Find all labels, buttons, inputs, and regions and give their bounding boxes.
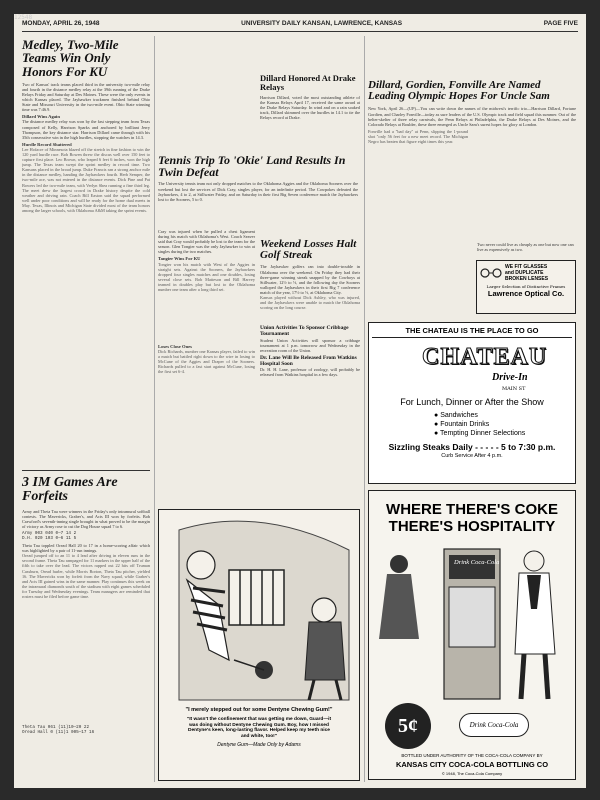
cribbage-body: Student Union Activities will sponsor a cribbage tournament at 1 p.m. tomorrow and Wednesday in the recreation room of the Union. bbox=[260, 337, 360, 353]
chateau-special: Sizzling Steaks Daily bbox=[388, 442, 473, 452]
optical-line-1: WE FIT GLASSES bbox=[505, 264, 548, 270]
golf-body: The Jayhawker golfers ran into double-trouble in Oklahoma over the weekend. On Friday they had their three-game winning streak snapped by the Cowboys at Stillwater, 12½ to ½, and the following day the Sooners walloped the Jayhawkers in their first Big 7 conference match of the year, 17½ to ½, at Oklahoma City. bbox=[260, 264, 360, 295]
cartoon-quote: "It wasn't the confinement that was getting me down, Guard—it was doing without Dentyne Chewing Gum. Boy, how I missed Dentyne's keen, long-lasting flavor. Helped keep my teeth nice and white, too!" bbox=[186, 717, 332, 739]
chateau-address: MAIN ST bbox=[502, 386, 526, 392]
chateau-tagline: For Lunch, Dinner or After the Show bbox=[400, 397, 544, 407]
games-tail: Theta Tau toppled Oread Hall 20 to 17 in a home-scoring affair which was highlighted by a pair of 11-run innings. bbox=[22, 543, 150, 554]
coke-copyright: © 1948, The Coca-Cola Company bbox=[441, 771, 503, 776]
coke-logo-badge: Drink Coca-Cola bbox=[459, 713, 529, 737]
optical-name: Lawrence Optical Co. bbox=[487, 289, 565, 298]
games-box-4: Oread Hall 0 (11)1 005—17 16 bbox=[22, 730, 95, 736]
jail-cartoon-illustration bbox=[159, 510, 359, 705]
leaders-headline: Dillard, Gordien, Fonville Are Named Leading Olympic Hopes For Uncle Sam bbox=[368, 79, 550, 103]
masthead-page: PAGE FIVE bbox=[543, 20, 578, 27]
games-box-1: Army 003 040 0—7 14 2 bbox=[22, 530, 77, 536]
cribbage-headline: Union Activities To Sponsor Cribbage Tournament bbox=[260, 325, 349, 337]
coke-headline-1: WHERE THERE'S COKE bbox=[386, 501, 558, 518]
dillard-headline: Dillard Honored At Drake Relays bbox=[260, 73, 356, 92]
medley-article: Medley, Two-Mile Teams Win Only Honors For KU Two of Kansas' track teams placed third in the university two-mile relay and fourth in the distance medley relay at the 39th running of the Drake Relays Friday and Saturday at Des Moines. These were the only events in which Kansas placed. The Jayhawker trackmen finished behind Ohio State and Missouri University in the two-mile event. Ohio State winning time was 7:46.9. Dillard Wins Again The distance medley relay was won by the fast stepping team from Texas composed of Kelly, Harrison Sparks and anchored by brilliant Jerry Thompson, the key distance star. Harrison Dillard came through with his 35th consecutive win in the high hurdles, stopping the watches in 14.3. Hurdle Record Shattered Lee Hofacre of Minnesota blazed off the stretch in fine fashion to win the 120 yard hurdle race. Bob Bowen threw the discus well over 150 feet to capture first place. Leo Brown, who leaped 6 feet 6 inches, won the high jump. The Texas team swept the sprint medley in record time. Two Kansans placed in the broad jump. Duke Francis ran a strong anchor mile in the distance medley, handing the Jayhawkers fourth. Herb Semper, the two-mile ace, was not entered in the distance events. Dick Pine and Pat Bowers led the two-mile team, with Verlyn Shea running a fine third leg. The meet drew the largest crowd in Drake history despite the cold weather and driving rain. Coach Bill Easton said the squad performed well under poor conditions and will be ready for the home dual meets in May. Texas, Illinois and Michigan State divided most of the team honors among the larger schools, with Oklahoma A&M taking the sprint events. bbox=[22, 37, 150, 213]
masthead bbox=[22, 20, 578, 32]
optical-line-3: BROKEN LENSES bbox=[505, 276, 549, 282]
medley-tail: The distance medley relay was won by the fast stepping team from Texas composed of Kelly, Harrison Sparks and anchored by brilliant Jerry Thompson, the key distance star. Harrison Dillard came through with his 35th consecutive win in the high hurdles, stopping the watches in 14.3. bbox=[22, 119, 150, 140]
golf-headline: Weekend Losses Halt Golf Streak bbox=[260, 238, 357, 262]
coke-price-badge bbox=[385, 703, 431, 749]
games-box-3: Theta Tau 061 (11)10—20 22 bbox=[22, 725, 90, 731]
masthead-date: MONDAY, APRIL 26, 1948 bbox=[22, 20, 100, 27]
cartoon-caption: "I merely stepped out for some Dentyne Chewing Gum!" bbox=[185, 707, 333, 713]
games-article: 3 IM Games Are Forfeits Army and Theta Tau were winners in the Friday's only intramural softball contests. The Mavericks, Graber's, and Acts III won by forfeits. Bob Crawford's seventh-inning single brought in what proved to be the margin of victory as Army rose to cut the Dog House squad 7 to 6. Army 003 040 0—7 14 2 D.H. 020 103 0—6 11 5 Theta Tau toppled Oread Hall 20 to 17 in a home-scoring affair which was highlighted by a pair of 11-run innings. Oread jumped off to an 11 to 4 lead after driving in eleven runs in the second frame. Theta Tau rampaged for 11 markers in the upper half of the fifth to take over the lead. The victors rapped out 22 hits off Truman Cassburn, Oread hurler, while Morris Borton, Theta Tau pitcher, yielded 16. The Mavericks won by forfeit from the Navy squad, while Graber's and Acts III gained wins in the same manner. Play continues this week on the intramural diamonds south of the stadium with eight games scheduled for Tuesday and Wednesday evenings. Team managers are reminded that rosters must be filed before game time. Theta Tau 061 (11)10—20 22 Oread Hall 0 (11)1 005—17 16 bbox=[22, 475, 150, 736]
dillard-body: Harrison Dillard, voted the most outstanding athlete of the Kansas Relays April 17, received the same award at the Drake Relays Saturday. In wind and on a rain soaked track, Dillard skimmed over the hurdles in 14.1 to tie the Relays record at Drake. bbox=[260, 94, 360, 121]
lawrence-optical-ad bbox=[476, 260, 576, 314]
chateau-menu-item: ● Tempting Dinner Selections bbox=[434, 430, 526, 437]
golf-article: Weekend Losses Halt Golf Streak The Jayhawker golfers ran into double-trouble in Oklahoma over the weekend. On Friday they had their three-game winning streak snapped by the Cowboys at Stillwater, 12½ to ½, and the following day the Sooners walloped the Jayhawkers in their first Big 7 conference match of the year, 17½ to ½, at Oklahoma City. Kansas played without Dick Ashley, who was injured, and the Jayhawkers were unable to match the Oklahoma scoring on the long course. Union Activities To Sponsor Cribbage Tournament Student Union Activities will sponsor a cribbage tournament at 1 p.m. tomorrow and Wednesday in the recreation room of the Union. Dr. Lane Will Be Released From Watkins Hospital Soon Dr. H. H. Lane, professor of zoology, will probably be released from Watkins hospital in a few days. bbox=[260, 238, 360, 378]
coke-bottler-1: BOTTLED UNDER AUTHORITY OF THE COCA-COLA COMPANY BY bbox=[401, 753, 543, 758]
leaders-article: Dillard, Gordien, Fonville Are Named Leading Olympic Hopes For Uncle Sam New York, April 26—(UP)—You can write down the names of the midwest's terrific trio—Harrison Dillard, Fortune Gordien, and Charley Fonville—today as sure leaders of the U.S. Olympic track and field squad this summer. Out of the helter-skelter of three relay carnivals, the Penn Relays at Philadelphia, the Drake Relays at Des Moines, and the Colorado Relays at Boulder, these three emerged as Uncle Sam's surest hopes for glory at London. Fonville had a "bad day" at Penn, slipping the 1-pound shot "only 56 feet for a new meet record. The Michigan Negro has beaten that figure eight times this year. bbox=[368, 79, 576, 144]
tennis-tail: Cray was injured when he pulled a chest ligament during his match with Oklahoma's West. Coach Seaver said that Cray would probably be lost to the team for the season. Glen Tongier was the only Jayhawker to win at singles during the two matches. bbox=[158, 229, 256, 255]
chateau-curb: Curb Service After 4 p.m. bbox=[441, 453, 503, 459]
games-body: Army and Theta Tau were winners in the Friday's only intramural softball contests. The Mavericks, Graber's, and Acts III won by forfeits. Bob Crawford's seventh-inning single brought in what proved to be the margin of victory as Army rose to cut the Dog House squad 7 to 6. bbox=[22, 508, 150, 529]
medley-lead: Two of Kansas' track teams placed third in the university two-mile relay and fourth in the distance medley relay at the 39th running of the Drake Relays Friday and Saturday at Des Moines. These were the only events in which Kansas placed. The Jayhawker trackmen finished behind Ohio State and Missouri University in the two-mile event. Ohio State winning time was 7:46.9. bbox=[22, 81, 150, 113]
chateau-menu-item: ● Fountain Drinks bbox=[434, 421, 490, 428]
coke-price: 5¢ bbox=[398, 714, 418, 737]
chateau-menu-item: ● Sandwiches bbox=[434, 412, 478, 419]
medley-subhead-1: Dillard Wins Again bbox=[22, 114, 60, 120]
coke-headline-2: THERE'S HOSPITALITY bbox=[388, 518, 556, 535]
tennis-article bbox=[158, 154, 358, 202]
games-headline: 3 IM Games Are Forfeits bbox=[22, 475, 118, 505]
frame-number: 12548 bbox=[14, 14, 33, 21]
dentyne-ad bbox=[158, 509, 360, 781]
tennis-subhead-2: Loses Close Ones bbox=[158, 343, 192, 349]
coca-cola-ad bbox=[368, 490, 576, 780]
tennis-subhead-1: Tangier Wins For KU bbox=[158, 256, 201, 262]
tennis-body: The University tennis team not only dropped matches to the Oklahoma Aggies and the Oklahoma Sooners over the weekend but lost the services of Dick Cray, singles player, for an indefinite period. The Cowpokes defeated the Jayhawkers, 4 to 2, at Stillwater Friday, and on Saturday in their first Big Seven conference match the Jayhawkers lost to the Sooners, 5 to 0. bbox=[158, 181, 358, 202]
optical-line-2: and DUPLICATE bbox=[505, 270, 544, 276]
tennis-headline: Tennis Trip To 'Okie' Land Results In Twin Defeat bbox=[158, 153, 346, 180]
games-box-2: D.H. 020 103 0—6 11 5 bbox=[22, 536, 77, 541]
medley-headline: Medley, Two-Mile Teams Win Only Honors For KU bbox=[22, 37, 119, 79]
coke-bottler-2: KANSAS CITY COCA-COLA BOTTLING CO bbox=[395, 760, 549, 769]
chateau-ad: THE CHATEAU IS THE PLACE TO GO CHATEAU Drive-In MAIN ST For Lunch, Dinner or After the Show ● Sandwiches ● Fountain Drinks ● Tempting Dinner Selections Sizzling Steaks Daily - - - - - 5 to 7:30 p.m. Curb Service After 4 p.m. bbox=[368, 322, 576, 484]
chateau-logo-sub: Drive-In bbox=[492, 372, 528, 383]
lane-body: Dr. H. H. Lane, professor of zoology, will probably be released from Watkins hospital in a few days. bbox=[260, 367, 360, 378]
masthead-paper: UNIVERSITY DAILY KANSAN, LAWRENCE, KANSAS bbox=[241, 20, 403, 27]
chateau-banner: THE CHATEAU IS THE PLACE TO GO bbox=[372, 326, 572, 338]
eyeglasses-icon bbox=[480, 268, 502, 278]
chateau-logo: CHATEAU bbox=[422, 344, 548, 370]
medley-subhead-2: Hurdle Record Shattered bbox=[22, 141, 72, 147]
cartoon-tagline: Dentyne Gum—Made Only by Adams bbox=[217, 742, 301, 749]
chateau-menu-list bbox=[372, 411, 572, 438]
leaders-body: New York, April 26—(UP)—You can write down the names of the midwest's terrific trio—Harrison Dillard, Fortune Gordien, and Charley Fonville—today as sure leaders of the U.S. Olympic track and field squad this summer. Out of the helter-skelter of three relay carnivals, the Penn Relays at Philadelphia, the Drake Relays at Des Moines, and the Colorado Relays at Boulder, these three emerged as Uncle Sam's surest hopes for glory at London. bbox=[368, 106, 576, 127]
dillard-article bbox=[260, 74, 360, 120]
lane-headline: Dr. Lane Will Be Released From Watkins Hospital Soon bbox=[260, 354, 357, 367]
chateau-hours: 5 to 7:30 p.m. bbox=[501, 442, 556, 452]
optical-line-4: Larger Selection of Distinctive Frames bbox=[486, 284, 566, 289]
newspaper-page: 12548 MONDAY, APRIL 26, 1948 UNIVERSITY DAILY KANSAN, LAWRENCE, KANSAS PAGE FIVE Medley, Two-Mile Teams Win Only Honors For KU Two of Kansas' track teams placed third in the university two-mile relay and fourth in the distance medley relay at the 39th running of the Drake Relays Friday and Saturday at Des Moines. These were the only events in which Kansas placed. The Jayhawker trackmen finished behind Ohio State and Missouri University in the two-mile event. Ohio State winning time was 7:46.9. Dillard Wins Again The distance medley relay was won by the fast stepping team from Texas composed of Kelly, Harrison Sparks and anchored by brilliant Jerry Thompson, the key distance star. Harrison Dillard came through with his 35th consecutive win in the high hurdles, stopping the watches in 14.3. Hurdle Record Shattered Lee Hofacre of Minnesota blazed off the stretch in fine fashion to win the 120 yard hurdle race. Bob Bowen threw the discus well over 150 feet to capture first place. Leo Brown, who leaped 6 feet 6 inches, won the high jump. The Texas team swept the sprint medley in record time. Two Kansans placed in the broad jump. Duke Francis ran a strong anchor mile in the distance medley, handing the Jayhawkers fourth. Herb Semper, the two-mile ace, was not entered in the distance events. Dick Pine and Pat Bowers led the two-mile team, with Verlyn Shea running a fine third leg. The meet drew the largest crowd in Drake history despite the cold weather and driving rain. Coach Bill Easton said the squad performed well under poor conditions and will be ready for the home dual meets in May. Texas, Illinois and Michigan State divided most of the team honors among the larger schools, with Oklahoma A&M taking the sprint events. 3 IM Games Are Forfeits Army and Theta Tau were winners in the Friday's only intramural softball contests. The Mavericks, Graber's, and Acts III won by forfeits. Bob Crawford's seventh-inning single brought in what proved to be the margin of victory as Army rose to cut the Dog House squad 7 to 6. Army 003 040 0—7 14 2 D.H. 020 103 0—6 11 5 Theta Tau toppled Oread Hall 20 to 17 in a home-scoring affair which was highlighted by a pair of 11-run innings. Oread jumped off to an 11 to 4 lead after driving in eleven runs in the second frame. Theta Tau rampaged for 11 markers in the upper half of the fifth to take over the lead. The victors rapped out 22 hits off Truman Cassburn, Oread hurler, while Morris Borton, Theta Tau pitcher, yielded 16. The Mavericks won by forfeit from the Navy squad, while Graber's and Acts III gained wins in the same manner. Play continues this week on the intramural diamonds south of the stadium with eight games scheduled for Tuesday and Wednesday evenings. Team managers are reminded that rosters must be filed before game time. Theta Tau 061 (11)10—20 22 Oread Hall 0 (11)1 005—17 16 Dillard Honored At Drake Relays Harrison Dillard, voted the most outstanding athlete of the Kansas Relays April 17, received the same award at the Drake Relays Saturday. In wind and on a rain soaked track, Dillard skimmed over the hurdles in 14.1 to tie the Relays record at Drake. Tennis Trip To 'Okie' Land Results In Twin Defeat The University tennis team not only dropped matches to the Oklahoma Aggies and the Oklahoma Sooners over the weekend but lost the services of Dick Cray, singles player, for an indefinite period. The Cowpokes defeated the Jayhawkers, 4 to 2, at Stillwater Friday, and on Saturday in their first Big Seven conference match the Jayhawkers lost to the Sooners, 5 to 0. Cray was injured when he pulled a chest ligament during his match with Oklahoma's West. Coach Seaver said that Cray would probably be lost to the team for the season. Glen Tongier was the only Jayhawker to win at singles during the two matches. Tangier Wins For KU Tongier won his match with West of the Aggies in straight sets. Against the Sooners, the Jayhawkers dropped four singles matches and one doubles, losing several close sets. Bob Matteson and Bill Harvey teamed in doubles play but lost to the Oklahoma number one team after a long third set. Loses Close Ones Dick Richards, number one Kansas player, failed to win a match but battled right down to the wire in losing to McCune of the Aggies and Draper of the Sooners. Richards pulled to a fast start against McCune, losing the first set 6-4. Weekend Losses Halt Golf Streak The Jayhawker golfers ran into double-trouble in Oklahoma over the weekend. On Friday they had their three-game winning streak snapped by the Cowboys at Stillwater, 12½ to ½, and the following day the Sooners walloped the Jayhawkers in their first Big 7 conference match of the year, 17½ to ½, at Oklahoma City. Kansas played without Dick Ashley, who was injured, and the Jayhawkers were unable to match the Oklahoma scoring on the long course. Union Activities To Sponsor Cribbage Tournament Student Union Activities will sponsor a cribbage tournament at 1 p.m. tomorrow and Wednesday in the recreation room of the Union. Dr. Lane Will Be Released From Watkins Hospital Soon Dr. H. H. Lane, professor of zoology, will probably be released from Watkins hospital in a few days. "I merely stepped out for some Dentyne Chewing Gum!" "It wasn't the confinement that was getting me down, Guard—it was doing without Dentyne Chewing Gum. Boy, how I missed Dentyne's keen, long-lasting flavor. Helped keep my teeth nice and white, too!" Dentyne Gum—Made Only by Adams Dillard, Gordien, Fonville Are Named Leading Olympic Hopes For Uncle Sam New York, April 26—(UP)—You can write down the names of the midwest's terrific trio—Harrison Dillard, Fortune Gordien, and Charley Fonville—today as sure leaders of the U.S. Olympic track and field squad this summer. Out of the helter-skelter of three relay carnivals, the Penn Relays at Philadelphia, the Drake Relays at Des Moines, and the Colorado Relays at Boulder, these three emerged as Uncle Sam's surest hopes for glory at London. Fonville had a "bad day" at Penn, slipping the 1-pound shot "only 56 feet for a new meet record. The Michigan Negro has beaten that figure eight times this year. Two never could live as cheaply as one but now one can live as expensively as two. WE FIT GLASSES and DUPLICATE BROKEN LENSES Larger Selection of Distinctive Frames Lawrence Optical Co. THE CHATEAU IS THE PLACE TO GO CHATEAU Drive-In MAIN ST For Lunch, Dinner or After the Show ● Sandwiches ● Fountain Drinks ● Tempting Dinner Selections Sizzling Steaks Daily - - - - - 5 to 7:30 p.m. Curb Service After 4 p.m. WHERE THERE'S COKE THERE'S HOSPITALITY Drink Coca-Cola 5¢ Drink Coca-Cola BOTTLED UNDER AUTHORITY OF THE COCA-COLA COMPANY BY KANSAS CITY COCA-COLA BOTTLING CO © 1948, The Coca-Cola Company bbox=[14, 14, 586, 788]
leaders-tail: Two never could live as cheaply as one but now one can live as expensively as two. bbox=[477, 242, 574, 253]
coke-machine-label: Drink Coca-Cola bbox=[454, 559, 500, 566]
